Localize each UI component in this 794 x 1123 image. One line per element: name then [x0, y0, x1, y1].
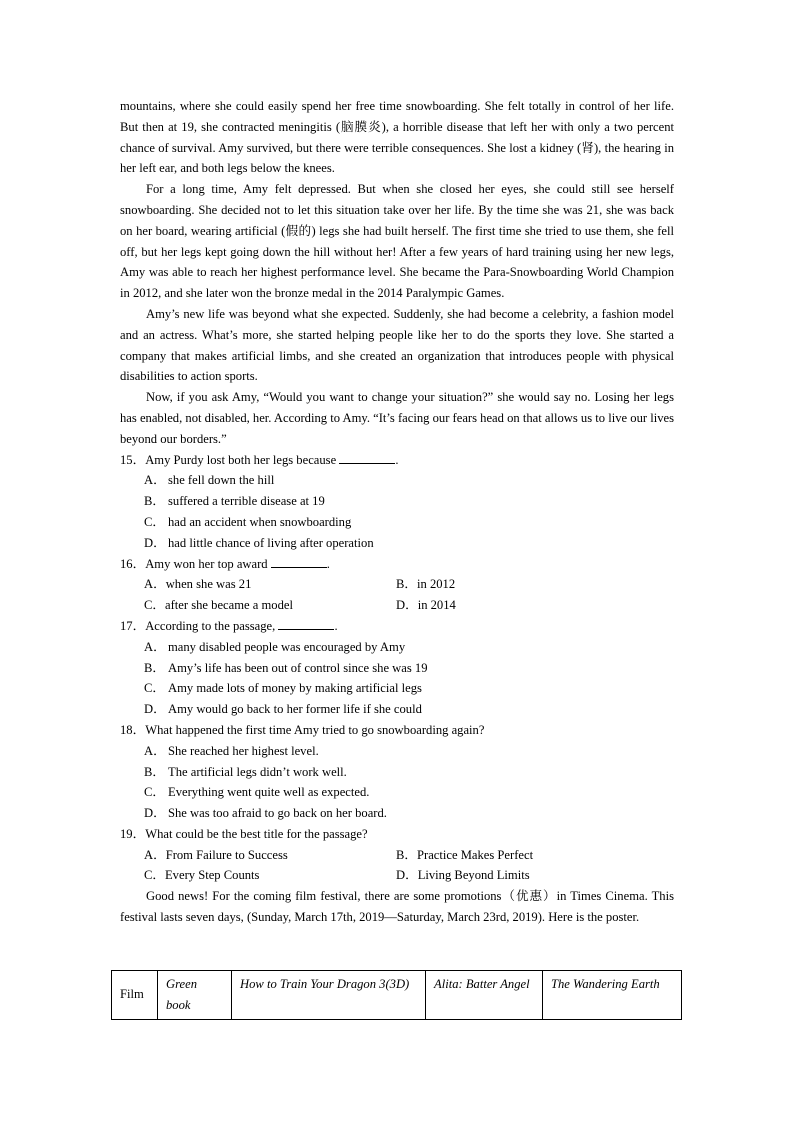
- option-text: many disabled people was encouraged by Amy: [168, 639, 406, 654]
- question-19-options-row-1: [144, 845, 674, 866]
- answer-blank: [271, 557, 327, 568]
- option-label: B．: [144, 494, 165, 509]
- poster-intro: Good news! For the coming film festival, there are some promotions（优惠）in Times Cinema. This festival lasts seven days, (Sunday, March 17th, 2019—Saturday, March 23rd, 2019). Here is the poster.: [120, 889, 674, 925]
- option-label: D．: [144, 702, 166, 717]
- table-header-film: Film: [112, 971, 158, 1020]
- option-text: She reached her highest level.: [168, 743, 319, 758]
- film-poster-table: [111, 970, 682, 1020]
- question-16-option-d: D．in 2014: [396, 598, 456, 613]
- option-label: B．: [144, 764, 165, 779]
- passage-paragraph-3: Amy’s new life was beyond what she expected. Suddenly, she had become a celebrity, a fashion model and an actress. What’s more, she started helping people like her to do the sports they love. She started a company that makes artificial limbs, and she created an organization that introduces people with physical disabilities to action sports.: [120, 306, 674, 384]
- question-19-option-a: A．From Failure to Success: [144, 847, 288, 862]
- answer-blank: [278, 619, 334, 630]
- question-18-option-a: [144, 741, 674, 762]
- option-label: A．: [144, 743, 166, 758]
- question-18-stem: 18．What happened the first time Amy tried to go snowboarding again?: [120, 722, 485, 737]
- question-15-option-c: [144, 512, 674, 533]
- question-18-option-b: [144, 762, 674, 783]
- question-16-stem: 16．Amy won her top award: [120, 556, 268, 571]
- question-17-option-a: [144, 637, 674, 658]
- question-16-options-row-1: [144, 574, 674, 595]
- option-text: Amy’s life has been out of control since she was 19: [168, 660, 428, 675]
- option-text: suffered a terrible disease at 19: [168, 494, 325, 509]
- question-16-end: .: [326, 556, 330, 571]
- option-text: Everything went quite well as expected.: [168, 785, 370, 800]
- question-16-options-row-2: [144, 595, 674, 616]
- option-text: had an accident when snowboarding: [168, 514, 352, 529]
- question-17-option-d: [144, 699, 674, 720]
- option-text: Amy would go back to her former life if she could: [168, 702, 422, 717]
- passage-paragraph-4: Now, if you ask Amy, “Would you want to change your situation?” she would say no. Losing her legs has enabled, not disabled, her. According to Amy. “It’s facing our fears head on that allows us to live our lives beyond our borders.”: [120, 390, 674, 446]
- question-18-option-c: [144, 782, 674, 803]
- question-17-end: .: [334, 618, 338, 633]
- question-15-stem: 15．Amy Purdy lost both her legs because: [120, 452, 337, 467]
- question-15-option-b: [144, 491, 674, 512]
- question-16-option-c: C．after she became a model: [144, 598, 293, 613]
- film-cell-1: Green book: [158, 971, 232, 1020]
- option-label: C．: [144, 785, 165, 800]
- passage-paragraph-2: For a long time, Amy felt depressed. But when she closed her eyes, she could still see herself snowboarding. She decided not to let this situation take over her life. By the time she was 21, she was back on her board, wearing artificial (假的) legs she had built herself. The first time she tried to use them, she fell off, but her legs kept going down the hill without her! After a few years of hard training using her new legs, Amy was able to reach her highest performance level. She became the Para-Snowboarding World Champion in 2012, and she later won the bronze medal in the 2014 Paralympic Games.: [120, 182, 674, 301]
- option-text: The artificial legs didn’t work well.: [168, 764, 347, 779]
- film-cell-2: How to Train Your Dragon 3(3D): [232, 971, 426, 1020]
- option-text: she fell down the hill: [168, 473, 275, 488]
- answer-blank: [339, 453, 395, 464]
- table-row: [112, 971, 682, 1020]
- question-15-end: .: [395, 452, 399, 467]
- question-15-option-d: [144, 533, 674, 554]
- film-cell-4: The Wandering Earth: [543, 971, 682, 1020]
- question-16: [120, 554, 674, 575]
- question-17-option-c: [144, 678, 674, 699]
- passage-paragraph-1: mountains, where she could easily spend her free time snowboarding. She felt totally in control of her life. But then at 19, she contracted meningitis (脑膜炎), a horrible disease that left her with only a two percent chance of survival. Amy survived, but there were terrible consequences. She lost a kidney (肾), the hearing in her left ear, and both legs below the knees.: [120, 99, 674, 176]
- option-label: D．: [144, 535, 166, 550]
- question-19-option-d: D．Living Beyond Limits: [396, 868, 530, 883]
- question-17-option-b: [144, 658, 674, 679]
- film-cell-3: Alita: Batter Angel: [426, 971, 543, 1020]
- question-18-option-d: [144, 803, 674, 824]
- question-15-option-a: [144, 470, 674, 491]
- question-17-stem: 17．According to the passage,: [120, 618, 276, 633]
- question-15: [120, 450, 674, 471]
- option-text: Amy made lots of money by making artificial legs: [168, 681, 422, 696]
- question-16-option-b: B．in 2012: [396, 577, 456, 592]
- question-19-options-row-2: [144, 865, 674, 886]
- question-19-option-c: C．Every Step Counts: [144, 868, 260, 883]
- question-19-option-b: B．Practice Makes Perfect: [396, 847, 534, 862]
- option-label: B．: [144, 660, 165, 675]
- document-body: [120, 96, 674, 928]
- option-label: C．: [144, 681, 165, 696]
- question-17: [120, 616, 674, 637]
- option-label: C．: [144, 514, 165, 529]
- question-16-option-a: A．when she was 21: [144, 577, 252, 592]
- option-text: had little chance of living after operation: [168, 535, 374, 550]
- option-text: She was too afraid to go back on her board.: [168, 806, 387, 821]
- option-label: A．: [144, 639, 166, 654]
- question-19-stem: 19．What could be the best title for the passage?: [120, 826, 368, 841]
- option-label: A．: [144, 473, 166, 488]
- option-label: D．: [144, 806, 166, 821]
